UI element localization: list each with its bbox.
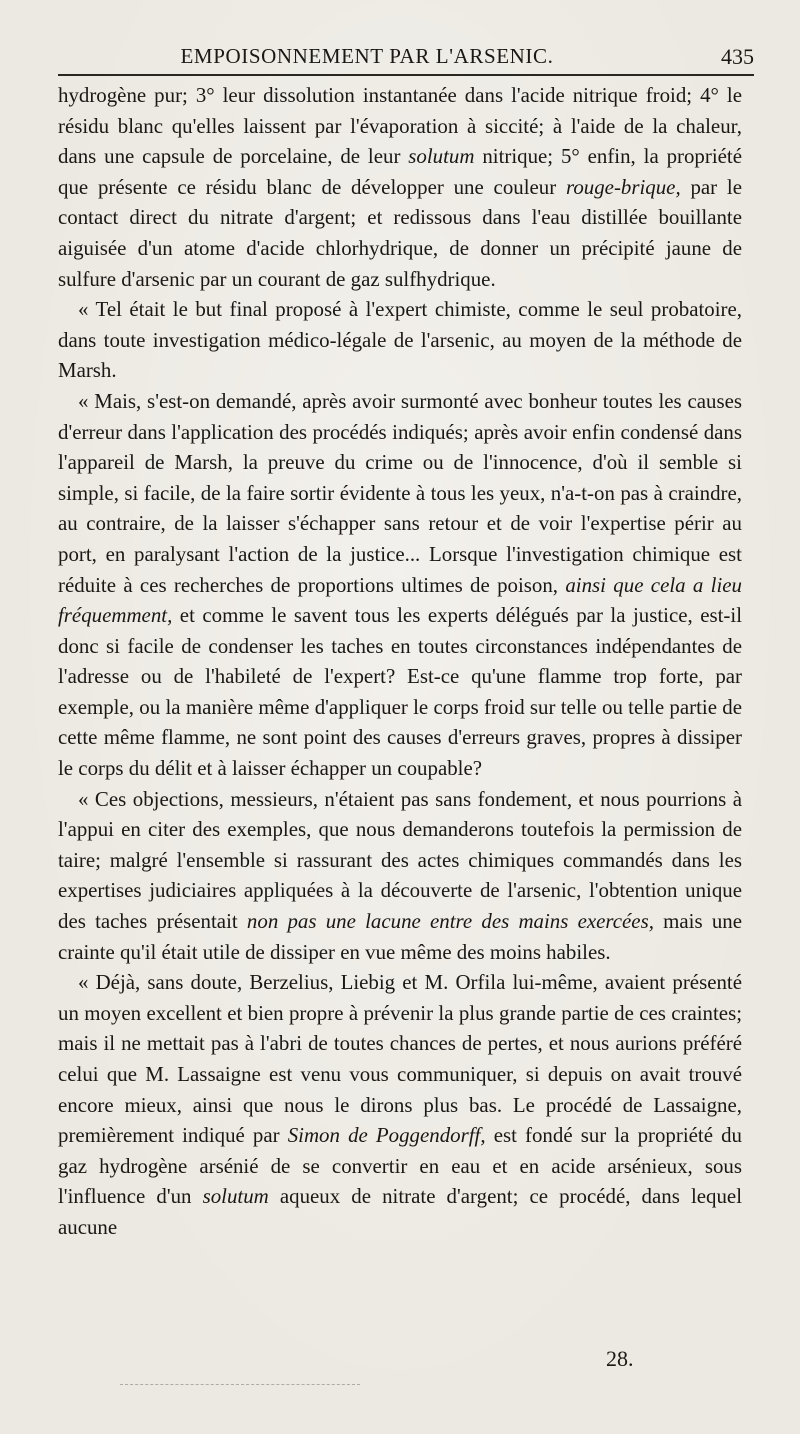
text-run: nitrique; 5° enfin, la propriété que présente ce résidu blanc de développer une couleur — [58, 144, 742, 199]
paragraph — [58, 294, 742, 386]
text-run: hydrogène pur; 3° leur dissolution instantanée dans l'acide nitrique froid; 4° le résidu blanc qu'elles laissent par l'évaporation à siccité; à l'aide de la chaleur, dans une capsule de porcelaine, de leur — [58, 83, 742, 169]
paragraph — [58, 386, 742, 784]
running-head-title: EMPOISONNEMENT PAR L'ARSENIC. — [180, 44, 554, 68]
italic-text: non pas une lacune entre des mains exercées, — [246, 909, 654, 934]
header-rule — [58, 74, 754, 76]
page-number: 435 — [721, 44, 754, 69]
text-run: « Mais, s'est-on demandé, après avoir surmonté avec bonheur toutes les causes d'erreur dans l'application des procédés indiqués; après avoir enfin condensé dans l'appareil de Marsh, la preuve du crime ou de l'innocence, d'où il semble si simple, si facile, de la faire sortir évidente à tous les yeux, n'a-t-on pas à craindre, au contraire, de la laisser s'échapper sans retour et de voir l'expertise périr au port, en paralysant l'action de la justice... Lorsque l'investigation chimique est réduite à ces recherches de proportions ultimes de poison, — [58, 388, 742, 597]
italic-text: solutum — [408, 144, 475, 169]
running-head — [58, 38, 758, 72]
paragraph — [58, 967, 742, 1242]
text-run: et comme le savent tous les experts délégués par la justice, est-il donc si facile de condenser les taches en toutes circonstances indépendantes de l'adresse ou de l'habileté de l'expert? Est-ce qu'une flamme trop forte, par exemple, ou la manière même d'appliquer le corps froid sur telle ou telle partie de cette même flamme, ne sont point des causes d'erreurs graves, propres à dissiper le corps du délit et à laisser échapper un coupable? — [58, 603, 742, 781]
body-text — [58, 80, 742, 1243]
text-run: « Déjà, sans doute, Berzelius, Liebig et M. Orfila lui-même, avaient présenté un moyen excellent et bien propre à prévenir la plus grande partie de ces craintes; mais il ne mettait pas à l'abri de toutes chances de pertes, et nous aurions préféré celui que M. Lassaigne est venu vous communiquer, si depuis on avait trouvé encore mieux, ainsi que nous le dirons plus bas. Le procédé de Lassaigne, premièrement indiqué par — [58, 970, 742, 1148]
paragraph — [58, 784, 742, 968]
paragraph — [58, 80, 742, 294]
text-run: mais une crainte qu'il était utile de dissiper en vue même des moins habiles. — [58, 909, 742, 964]
italic-text: solutum — [202, 1184, 269, 1209]
italic-text: rouge-brique, — [565, 174, 681, 199]
italic-text: ainsi que cela a lieu fréquemment, — [58, 572, 743, 628]
text-run: « Ces objections, messieurs, n'étaient pas sans fondement, et nous pourrions à l'appui en citer des exemples, que nous demanderons toutefois la permission de taire; malgré l'ensemble si rassurant des actes chimiques commandés dans les expertises judiciaires appliquées à la découverte de l'arsenic, l'obtention unique des taches présentait — [58, 786, 742, 934]
italic-text: Simon de Poggendorff, — [287, 1123, 486, 1148]
text-run: est fondé sur la propriété du gaz hydrogène arsénié de se convertir en eau et en acide arsénieux, sous l'influence d'un — [58, 1123, 742, 1209]
signature-mark: 28. — [606, 1346, 634, 1371]
text-run: aqueux de nitrate d'argent; ce procédé, dans lequel aucune — [58, 1184, 742, 1239]
text-run: « Tel était le but final proposé à l'expert chimiste, comme le seul probatoire, dans toute investigation médico-légale de l'arsenic, au moyen de la méthode de Marsh. — [58, 297, 742, 383]
text-run: par le contact direct du nitrate d'argent; et redissous dans l'eau distillée bouillante aiguisée d'un atome d'acide chlorhydrique, de donner un précipité jaune de sulfure d'arsenic par un courant de gaz sulfhydrique. — [58, 174, 742, 291]
bottom-rule — [120, 1384, 360, 1389]
